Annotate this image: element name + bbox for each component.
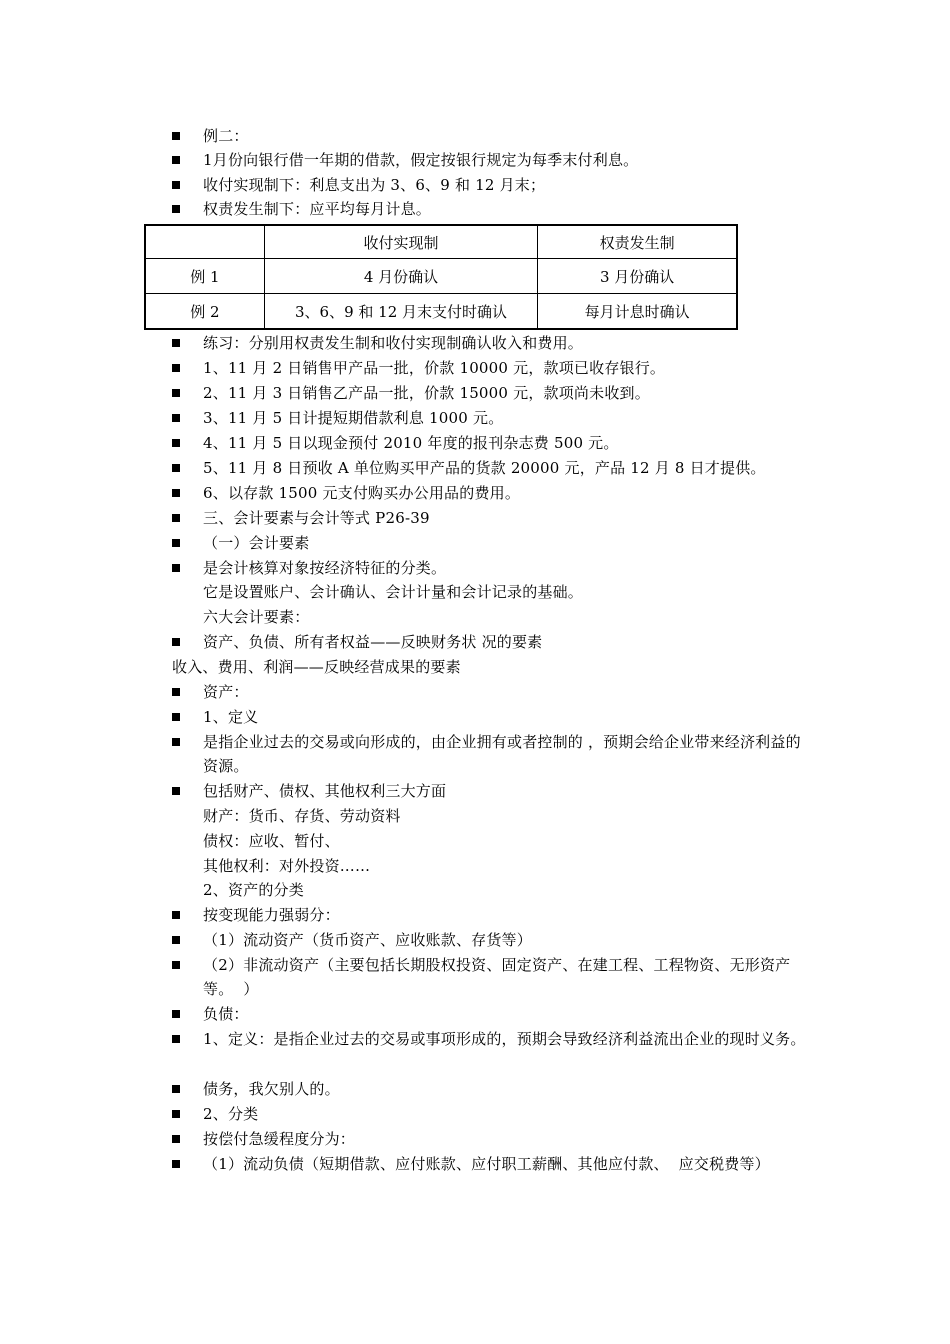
bullet	[172, 389, 180, 397]
bullet	[172, 738, 180, 746]
text-line: 其他权利：对外投资……	[203, 857, 371, 875]
bullet	[172, 181, 180, 189]
text-paragraph: 1、定义：是指企业过去的交易或事项形成的，预期会导致经济利益流出企业的现时义务。	[203, 1030, 806, 1048]
text-line: 按偿付急缓程度分为：	[203, 1130, 356, 1148]
text-line: 财产：货币、存货、劳动资料	[203, 807, 401, 825]
bullet	[172, 638, 180, 646]
bullet	[172, 936, 180, 944]
text-line: 收付实现制下：利息支出为 3、6、9 和 12 月末；	[203, 176, 546, 194]
bullet	[172, 564, 180, 572]
bullet	[172, 1010, 180, 1018]
bullet	[172, 205, 180, 213]
table-header-cell: 权责发生制	[538, 225, 737, 259]
bullet	[172, 688, 180, 696]
table-cell: 例 2	[145, 294, 264, 330]
text-line: 4、11 月 5 日以现金预付 2010 年度的报刊杂志费 500 元。	[203, 434, 619, 452]
bullet	[172, 713, 180, 721]
table-header-row	[145, 225, 737, 259]
text-line: 1、定义	[203, 708, 259, 726]
table-cell: 4 月份确认	[264, 259, 537, 294]
text-line: 2、11 月 3 日销售乙产品一批，价款 15000 元，款项尚未收到。	[203, 384, 650, 402]
text-line: 2、分类	[203, 1105, 259, 1123]
bullet	[172, 489, 180, 497]
text-line: 例二：	[203, 127, 249, 145]
text-line: 2、资产的分类	[203, 881, 304, 899]
text-line: 按变现能力强弱分：	[203, 906, 340, 924]
table-cell: 3、6、9 和 12 月末支付时确认	[264, 294, 537, 330]
bullet	[172, 464, 180, 472]
text-line: 收入、费用、利润——反映经营成果的要素	[172, 658, 461, 676]
text-line: 六大会计要素：	[203, 608, 310, 626]
text-line: 1、11 月 2 日销售甲产品一批，价款 10000 元，款项已收存银行。	[203, 359, 666, 377]
text-line: 练习：分别用权责发生制和收付实现制确认收入和费用。	[203, 334, 584, 352]
table-row	[145, 294, 737, 330]
bullet	[172, 1135, 180, 1143]
bullet	[172, 414, 180, 422]
bullet	[172, 911, 180, 919]
bullet	[172, 439, 180, 447]
bullet	[172, 364, 180, 372]
table-cell: 每月计息时确认	[538, 294, 737, 330]
text-line: （1）流动资产（货币资产、应收账款、存货等）	[203, 931, 532, 949]
text-line: 1月份向银行借一年期的借款，假定按银行规定为每季末付利息。	[203, 151, 639, 169]
text-line: 6、以存款 1500 元支付购买办公用品的费用。	[203, 484, 521, 502]
table-cell: 3 月份确认	[538, 259, 737, 294]
text-paragraph: 是指企业过去的交易或向形成的，由企业拥有或者控制的 ，预期会给企业带来经济利益的资源。	[203, 733, 801, 775]
table-row	[145, 259, 737, 294]
bullet	[172, 1110, 180, 1118]
bullet	[172, 1035, 180, 1043]
text-line: 是会计核算对象按经济特征的分类。	[203, 559, 447, 577]
text-line: 资产：	[203, 683, 249, 701]
bullet	[172, 1085, 180, 1093]
table-header-cell: 收付实现制	[264, 225, 537, 259]
bullet	[172, 156, 180, 164]
text-line: 债务，我欠别人的。	[203, 1080, 340, 1098]
text-line: 权责发生制下：应平均每月计息。	[203, 200, 432, 218]
text-paragraph: （2）非流动资产（主要包括长期股权投资、固定资产、在建工程、工程物资、无形资产等。 ）	[203, 956, 791, 998]
text-line: 3、11 月 5 日计提短期借款利息 1000 元。	[203, 409, 504, 427]
text-line: 三、会计要素与会计等式 P26-39	[203, 509, 430, 527]
text-line: 债权：应收、暂付、	[203, 832, 340, 850]
text-line: 资产、负债、所有者权益——反映财务状 况的要素	[203, 633, 543, 651]
bullet	[172, 514, 180, 522]
bullet	[172, 539, 180, 547]
text-line: 它是设置账户、会计确认、会计计量和会计记录的基础。	[203, 583, 584, 601]
text-line: 5、11 月 8 日预收 A 单位购买甲产品的货款 20000 元，产品 12 月 8 日才提供。	[203, 459, 766, 477]
bullet	[172, 787, 180, 795]
text-paragraph: （1）流动负债（短期借款、应付账款、应付职工薪酬、其他应付款、 应交税费等）	[203, 1155, 770, 1173]
comparison-table	[144, 224, 738, 330]
bullet	[172, 132, 180, 140]
text-line: （一）会计要素	[203, 534, 310, 552]
bullet	[172, 1160, 180, 1168]
bullet	[172, 961, 180, 969]
table-cell: 例 1	[145, 259, 264, 294]
table-header-cell	[145, 225, 264, 259]
text-line: 负债：	[203, 1005, 249, 1023]
text-line: 包括财产、债权、其他权利三大方面	[203, 782, 447, 800]
bullet	[172, 339, 180, 347]
